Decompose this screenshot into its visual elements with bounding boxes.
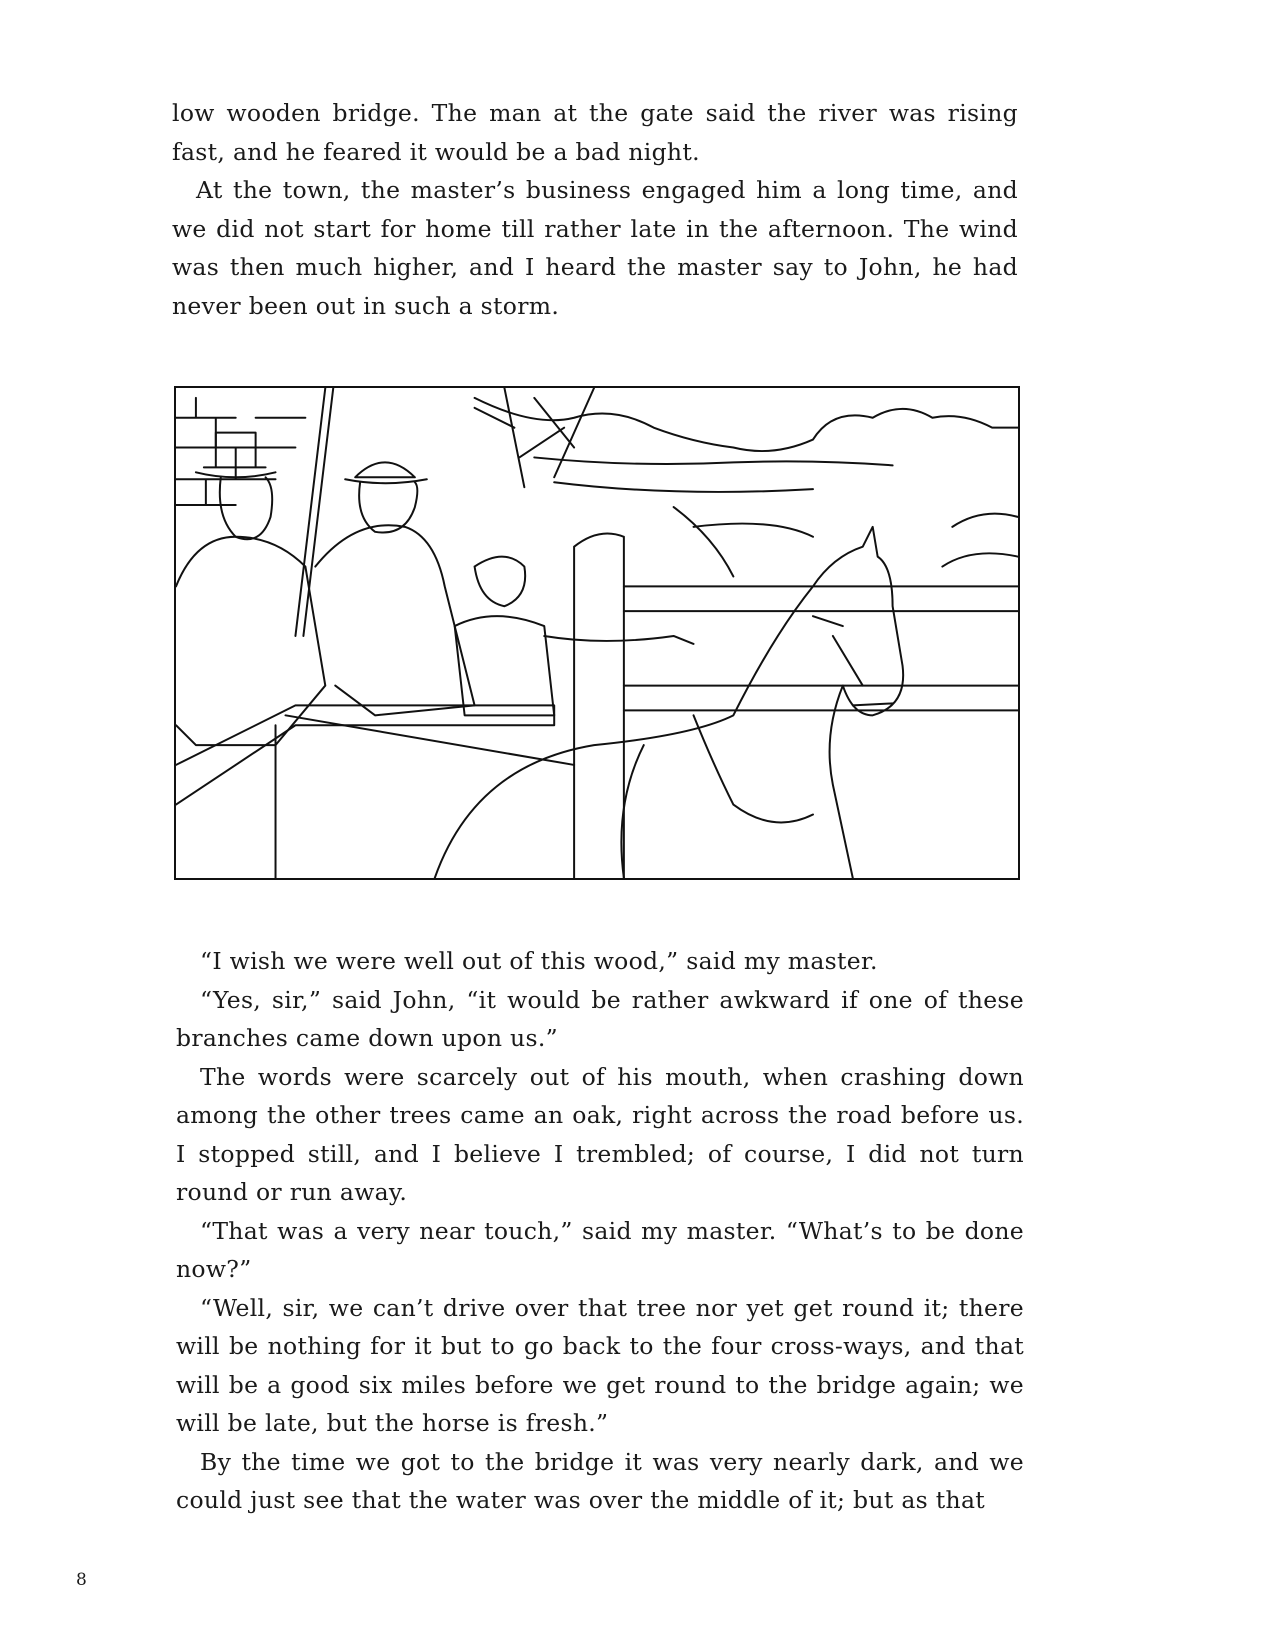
horse-bridle [813,616,893,705]
illustration-carriage-scene [174,386,1020,880]
bowler-hat [345,462,427,483]
bushes-right [942,514,1018,567]
bottom-text-block [176,942,1024,1520]
gate-post [574,533,624,878]
driver-face [220,477,272,539]
paragraph: “Yes, sir,” said John, “it would be rather awkward if one of these branches came down upon us.” [176,985,1024,1052]
paragraph: At the town, the master’s business engaged him a long time, and we did not start for home till rather late in the afternoon. The wind was then much higher, and I heard the master say to John, he had never been out in such a storm. [172,176,1018,320]
fence-rails [624,586,1018,710]
paragraph: “Well, sir, we can’t drive over that tree nor yet get round it; there will be nothing for it but to go back to the four cross-ways, and that will be a good six miles before we get round to the bridge again; we will be late, but the horse is fresh.” [176,1293,1024,1437]
bare-branches [475,388,594,487]
paragraph-continued: low wooden bridge. The man at the gate said the river was rising fast, and he feared it would be a bad night. [172,99,1018,166]
paragraph: By the time we got to the bridge it was very nearly dark, and we could just see that the water was over the middle of it; but as that [176,1447,1024,1514]
reins [276,715,575,878]
gatekeeper-head [475,557,526,607]
paragraph: “That was a very near touch,” said my master. “What’s to be done now?” [176,1216,1024,1283]
horse-harness [621,715,813,878]
carriage-side [176,705,554,804]
whip [295,388,333,636]
page-number: 8 [76,1570,87,1590]
paragraph: The words were scarcely out of his mouth, when crashing down among the other trees came an oak, right across the road before us. I stopped still, and I believe I trembled; of course, I did not turn round or run away. [176,1062,1024,1206]
brick-wall [176,398,305,505]
paragraph: “I wish we were well out of this wood,” said my master. [200,947,878,975]
top-text-block [172,94,1018,325]
river-bank [674,507,813,576]
horizon-lines [534,457,892,492]
line-art-drawing [176,388,1018,878]
master-coat [315,525,474,715]
gatekeeper-arm [544,636,693,644]
gatekeeper-body [455,616,555,715]
horse-outline [435,527,903,878]
